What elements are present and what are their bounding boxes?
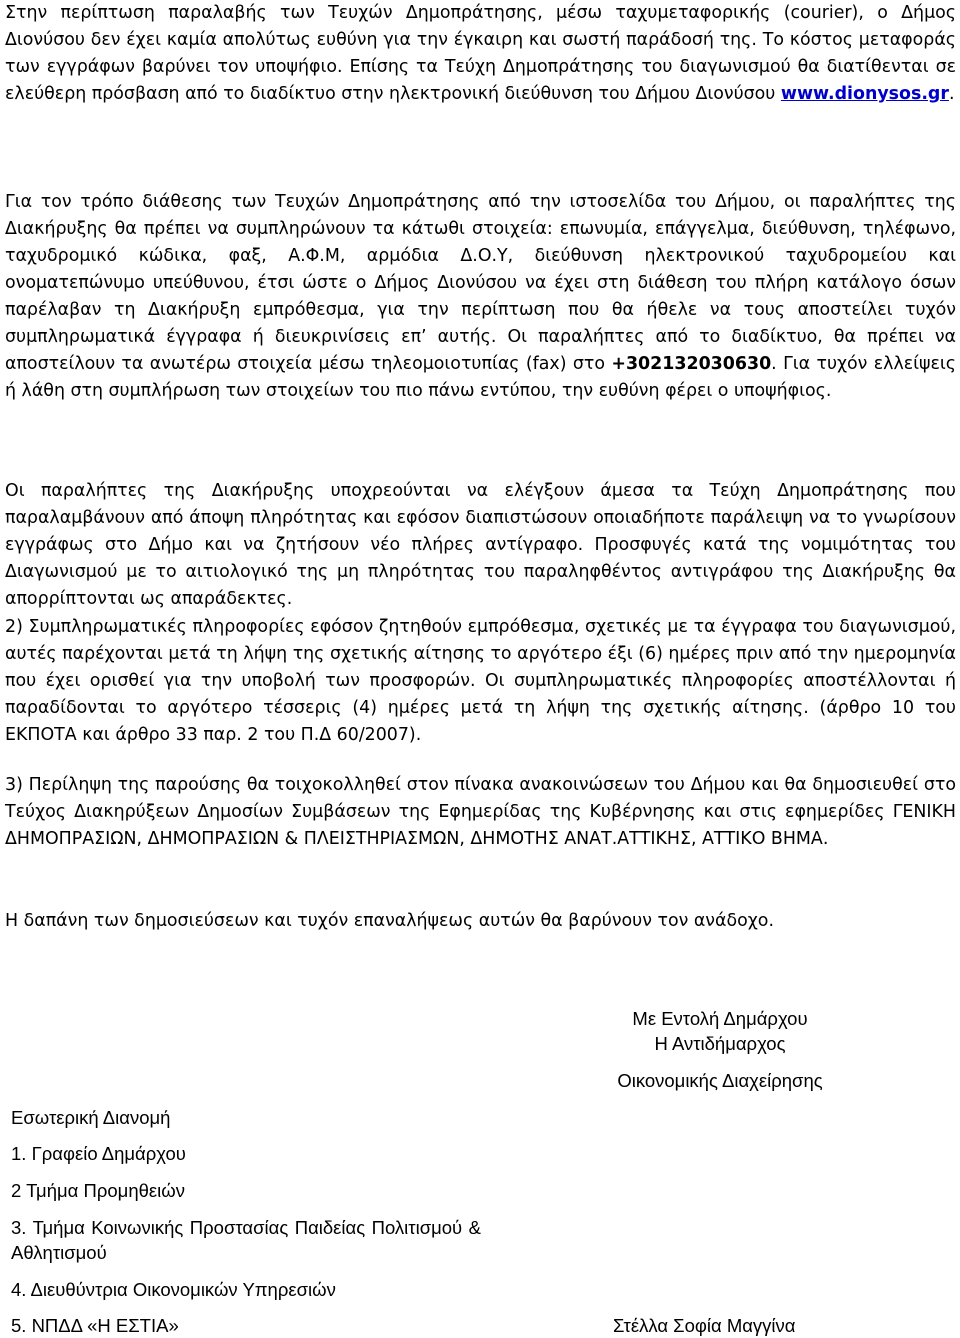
distribution-item: 2 Τμήμα Προμηθειών (11, 1180, 185, 1201)
signature-name: Στέλλα Σοφία Μαγγίνα (613, 1315, 796, 1336)
paragraph-expenses: Η δαπάνη των δημοσιεύσεων και τυχόν επαναλήψεως αυτών θα βαρύνουν τον ανάδοχο. (5, 911, 774, 931)
signature-role: Η Αντιδήμαρχος (654, 1033, 786, 1054)
paragraph-supplementary-info: 2) Συμπληρωματικές πληροφορίες εφόσον ζητηθούν εμπρόθεσμα, σχετικές με τα έγγραφα του διαγωνισμού, αυτές παρέχονται μετά τη λήψη της σχετικής αίτησης το αργότερο έξι (6) ημέρες πριν από την ημερομηνία που έχει ορισθεί για την υποβολή των προσφορών. Οι συμπληρωματικές πληροφορίες αποστέλλονται ή παραδίδονται το αργότερο τέσσερις (4) ημέρες μετά τη λήψη της σχετικής αίτησης. (άρθρο 10 του ΕΚΠΟΤΑ και άρθρο 33 παρ. 2 του Π.Δ 60/2007). (5, 617, 956, 745)
paragraph-completeness: Οι παραλήπτες της Διακήρυξης υποχρεούνται να ελέγξουν άμεσα τα Τεύχη Δημοπράτησης που παραλαμβάνουν από άποψη πληρότητας και εφόσον διαπιστώσουν οποιαδήποτε παράλειψη να το γνωρίσουν εγγράφως στο Δήμο και να ζητήσουν νέο πλήρες αντίγραφο. Προσφυγές κατά της νομιμότητας του Διαγωνισμού με το αιτιολογικό της μη πληρότητας του παραληφθέντος αντιγράφου της Διακήρυξης θα απορρίπτονται ως απαράδεκτες. (5, 481, 956, 609)
website-link[interactable]: www.dionysos.gr (780, 84, 949, 104)
distribution-item: 3. Τμήμα Κοινωνικής Προστασίας Παιδείας Πολιτισμού & Αθλητισμού (11, 1217, 481, 1263)
paragraph-recipients-rest: . Για τυχόν ελλείψεις ή λάθη στη συμπλήρωση των στοιχείων του πιο πάνω εντύπου, την ευθύνη φέρει ο υποψήφιος. (5, 354, 956, 401)
paragraph-courier-end: . (948, 84, 955, 104)
distribution-item: 4. Διευθύντρια Οικονομικών Υπηρεσιών (11, 1279, 336, 1300)
signature-authority: Με Εντολή Δημάρχου (632, 1008, 808, 1029)
paragraph-courier-text: Στην περίπτωση παραλαβής των Τευχών Δημοπράτησης, μέσω ταχυμεταφορικής (courier), ο Δήμος Διονύσου δεν έχει καμία απολύτως ευθύνη για την έγκαιρη και σωστή παράδοσή της. Το κόστος μεταφοράς των εγγράφων βαρύνει τον υποψήφιο. Επίσης τα Τεύχη Δημοπράτησης του διαγωνισμού θα διατίθενται σε ελεύθερη πρόσβαση από το διαδίκτυο στην ηλεκτρονική διεύθυνση του Δήμου Διονύσου (5, 3, 956, 104)
distribution-item: 1. Γραφείο Δημάρχου (11, 1143, 186, 1164)
paragraph-courier (5, 0, 956, 108)
distribution-title: Εσωτερική Διανομή (11, 1107, 171, 1128)
fax-number: +302132030630 (611, 354, 772, 374)
paragraph-publication: 3) Περίληψη της παρούσης θα τοιχοκολληθεί στον πίνακα ανακοινώσεων του Δήμου και θα δημοσιευθεί στο Τεύχος Διακηρύξεων Δημοσίων Συμβάσεων της Εφημερίδας της Κυβέρνησης και στις εφημερίδες ΓΕΝΙΚΗ ΔΗΜΟΠΡΑΣΙΩΝ, ΔΗΜΟΠΡΑΣΙΩΝ & ΠΛΕΙΣΤΗΡΙΑΣΜΩΝ, ΔΗΜΟΤΗΣ ΑΝΑΤ.ΑΤΤΙΚΗΣ, ΑΤΤΙΚΟ ΒΗΜΑ. (5, 775, 956, 849)
distribution-item: 5. ΝΠΔΔ «Η ΕΣΤΙΑ» (11, 1315, 179, 1336)
signature-department: Οικονομικής Διαχείρησης (617, 1070, 823, 1091)
paragraph-recipients (5, 189, 956, 405)
paragraph-recipients-text: Για τον τρόπο διάθεσης των Τευχών Δημοπράτησης από την ιστοσελίδα του Δήμου, οι παραλήπτες της Διακήρυξης θα πρέπει να συμπληρώνουν τα κάτωθι στοιχεία: επωνυμία, επάγγελμα, διεύθυνση, τηλέφωνο, ταχυδρομικό κώδικα, φαξ, Α.Φ.Μ, αρμόδια Δ.Ο.Υ, διεύθυνση ηλεκτρονικού ταχυδρομείου και ονοματεπώνυμο υπεύθυνου, έτσι ώστε ο Δήμος Διονύσου να έχει στη διάθεση του πλήρη κατάλογο όσων παρέλαβαν τη Διακήρυξη εμπρόθεσμα, για την περίπτωση που θα ήθελε να τους αποστείλει τυχόν συμπληρωματικά έγγραφα ή διευκρινίσεις επ’ αυτής. Οι παραλήπτες από το διαδίκτυο, θα πρέπει να αποστείλουν τα ανωτέρω στοιχεία μέσω τηλεομοιοτυπίας (fax) στο (5, 192, 956, 374)
